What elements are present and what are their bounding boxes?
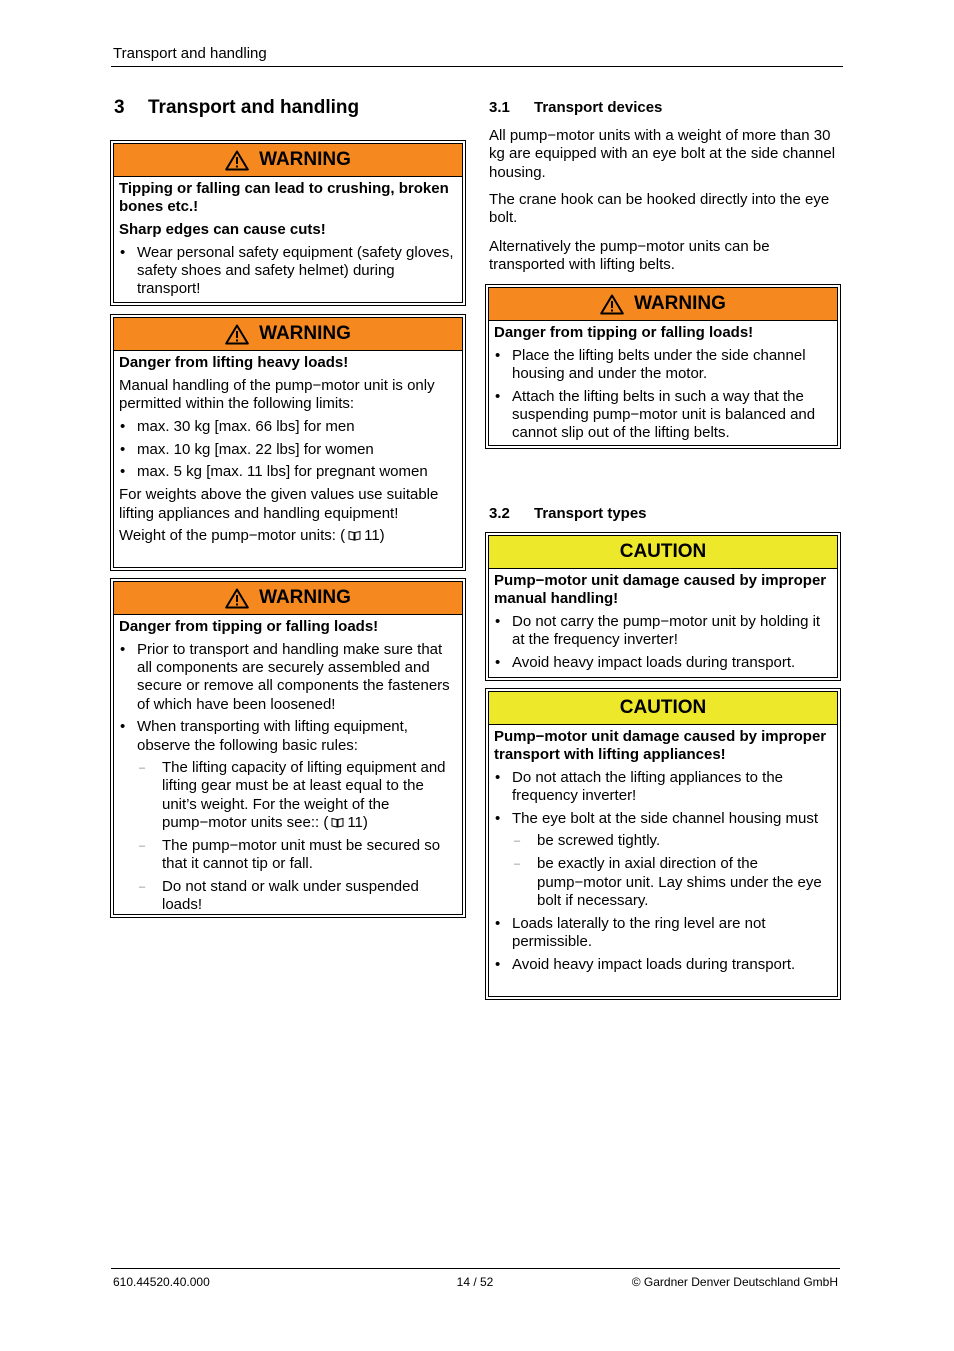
hazard-heading: Pump−motor unit damage caused by improper manual handling! bbox=[494, 572, 827, 608]
hazard-heading: Danger from tipping or falling loads! bbox=[119, 618, 379, 635]
list-item: • Loads laterally to the ring level are not permissible. bbox=[494, 915, 832, 952]
paragraph: All pump−motor units with a weight of more than 30 kg are equipped with an eye bolt at the side channel housing. bbox=[489, 127, 836, 181]
intro-text: Manual handling of the pump−motor unit is only permitted within the following limits: bbox=[119, 376, 435, 413]
dash-item: – Do not stand or walk under suspended loads! bbox=[137, 878, 457, 915]
bullet-list bbox=[119, 418, 457, 482]
bullet-list bbox=[119, 244, 457, 299]
warning-label: WARNING bbox=[259, 323, 351, 344]
list-item: • max. 5 kg [max. 11 lbs] for pregnant women bbox=[119, 463, 457, 481]
list-item: • Do not attach the lifting appliances to the frequency inverter! bbox=[494, 769, 832, 806]
document-number: 610.44520.40.000 bbox=[113, 1275, 210, 1289]
list-item: • Avoid heavy impact loads during transport. bbox=[494, 654, 832, 672]
list-item bbox=[119, 718, 457, 914]
reference-page: 11) bbox=[364, 527, 385, 545]
warning-band bbox=[114, 318, 462, 351]
warning-body bbox=[114, 351, 462, 552]
caution-band bbox=[489, 692, 837, 725]
paragraph: Alternatively the pump−motor units can be transported with lifting belts. bbox=[489, 238, 770, 274]
copyright: © Gardner Denver Deutschland GmbH bbox=[631, 1275, 838, 1289]
running-header: Transport and handling bbox=[113, 45, 267, 62]
book-reference-icon bbox=[331, 817, 344, 828]
caution-label: CAUTION bbox=[619, 541, 707, 562]
warning-body bbox=[489, 321, 837, 449]
warning-label: WARNING bbox=[259, 587, 351, 608]
warning-box-frame bbox=[113, 143, 463, 303]
list-item: • Wear personal safety equipment (safety gloves, safety shoes and safety helmet) during transport! bbox=[119, 244, 457, 299]
list-item-text: The eye bolt at the side channel housing must bbox=[512, 810, 819, 828]
section-title-text: Transport types bbox=[534, 505, 647, 522]
hazard-heading: Tipping or falling can lead to crushing, broken bones etc.! bbox=[119, 180, 449, 216]
warning-box-tipping-loads bbox=[110, 578, 466, 918]
footer-rule bbox=[111, 1268, 840, 1269]
chapter-number: 3 bbox=[114, 97, 125, 118]
caution-box-frame bbox=[488, 691, 838, 997]
warning-label: WARNING bbox=[634, 293, 726, 314]
section-number: 3.2 bbox=[489, 505, 510, 522]
bullet-list bbox=[494, 613, 832, 672]
reference-page: 11) bbox=[347, 813, 368, 831]
caution-band bbox=[489, 536, 837, 569]
warning-box-frame bbox=[113, 317, 463, 568]
bullet-list bbox=[494, 347, 832, 443]
list-item: • Place the lifting belts under the side channel housing and under the motor. bbox=[494, 347, 832, 384]
dash-list bbox=[512, 832, 832, 910]
outro-text: For weights above the given values use suitable lifting appliances and handling equipment! bbox=[119, 486, 439, 522]
list-item-text: When transporting with lifting equipment, observe the following basic rules: bbox=[137, 718, 408, 754]
list-item: • Prior to transport and handling make sure that all components are securely assembled and secure or remove all components the fasteners of which have been loosened! bbox=[119, 641, 457, 714]
warning-triangle-icon bbox=[600, 294, 624, 315]
paragraph: The crane hook can be hooked directly into the eye bolt. bbox=[489, 191, 830, 227]
bullet-list bbox=[119, 641, 457, 915]
dash-list bbox=[137, 759, 457, 914]
section-title-3-2 bbox=[489, 505, 647, 522]
caution-body bbox=[489, 725, 837, 981]
warning-box-frame bbox=[488, 287, 838, 446]
section-title-3-1 bbox=[489, 99, 662, 116]
warning-body bbox=[114, 615, 462, 921]
warning-box-crushing bbox=[110, 140, 466, 306]
dash-item: – be exactly in axial direction of the pump−motor unit. Lay shims under the eye bolt if necessary. bbox=[512, 855, 832, 910]
warning-box-heavy-loads bbox=[110, 314, 466, 571]
section-number: 3.1 bbox=[489, 99, 510, 116]
dash-item-text: The lifting capacity of lifting equipment and lifting gear must be at least equal to the unit’s weight. For the weight of the pump−motor units see:: ( bbox=[162, 759, 446, 831]
bullet-list bbox=[494, 769, 832, 974]
warning-label: WARNING bbox=[259, 149, 351, 170]
list-item: • Avoid heavy impact loads during transport. bbox=[494, 956, 832, 974]
caution-label: CAUTION bbox=[619, 697, 707, 718]
section-title-text: Transport devices bbox=[534, 99, 663, 116]
hazard-heading: Pump−motor unit damage caused by improper transport with lifting appliances! bbox=[494, 728, 827, 764]
caution-box-manual-handling bbox=[485, 532, 841, 681]
warning-band bbox=[489, 288, 837, 321]
warning-triangle-icon bbox=[225, 588, 249, 609]
caution-body bbox=[489, 569, 837, 679]
dash-item: – The pump−motor unit must be secured so that it cannot tip or fall. bbox=[137, 837, 457, 874]
dash-item: – be screwed tightly. bbox=[512, 832, 832, 850]
page-number: 14 / 52 bbox=[456, 1275, 494, 1289]
list-item bbox=[494, 810, 832, 910]
reference-text: Weight of the pump−motor units: ( bbox=[119, 527, 346, 545]
list-item: • max. 10 kg [max. 22 lbs] for women bbox=[119, 441, 457, 459]
header-rule bbox=[111, 66, 843, 67]
warning-body bbox=[114, 177, 462, 305]
chapter-title-text: Transport and handling bbox=[148, 97, 360, 118]
chapter-title bbox=[114, 97, 359, 119]
hazard-heading: Danger from tipping or falling loads! bbox=[494, 324, 754, 341]
list-item: • max. 30 kg [max. 66 lbs] for men bbox=[119, 418, 457, 436]
warning-band bbox=[114, 144, 462, 177]
warning-triangle-icon bbox=[225, 324, 249, 345]
dash-item bbox=[137, 759, 457, 832]
warning-triangle-icon bbox=[225, 150, 249, 171]
warning-box-lifting-belts bbox=[485, 284, 841, 449]
weight-reference bbox=[119, 527, 457, 545]
book-reference-icon bbox=[348, 530, 361, 541]
warning-box-frame bbox=[113, 581, 463, 915]
hazard-heading: Danger from lifting heavy loads! bbox=[119, 354, 349, 371]
caution-box-frame bbox=[488, 535, 838, 678]
caution-box-lifting-appliances bbox=[485, 688, 841, 1000]
list-item: • Attach the lifting belts in such a way that the suspending pump−motor unit is balanced and cannot slip out of the lifting belts. bbox=[494, 388, 832, 443]
list-item: • Do not carry the pump−motor unit by holding it at the frequency inverter! bbox=[494, 613, 832, 650]
warning-band bbox=[114, 582, 462, 615]
hazard-heading: Sharp edges can cause cuts! bbox=[119, 221, 326, 239]
